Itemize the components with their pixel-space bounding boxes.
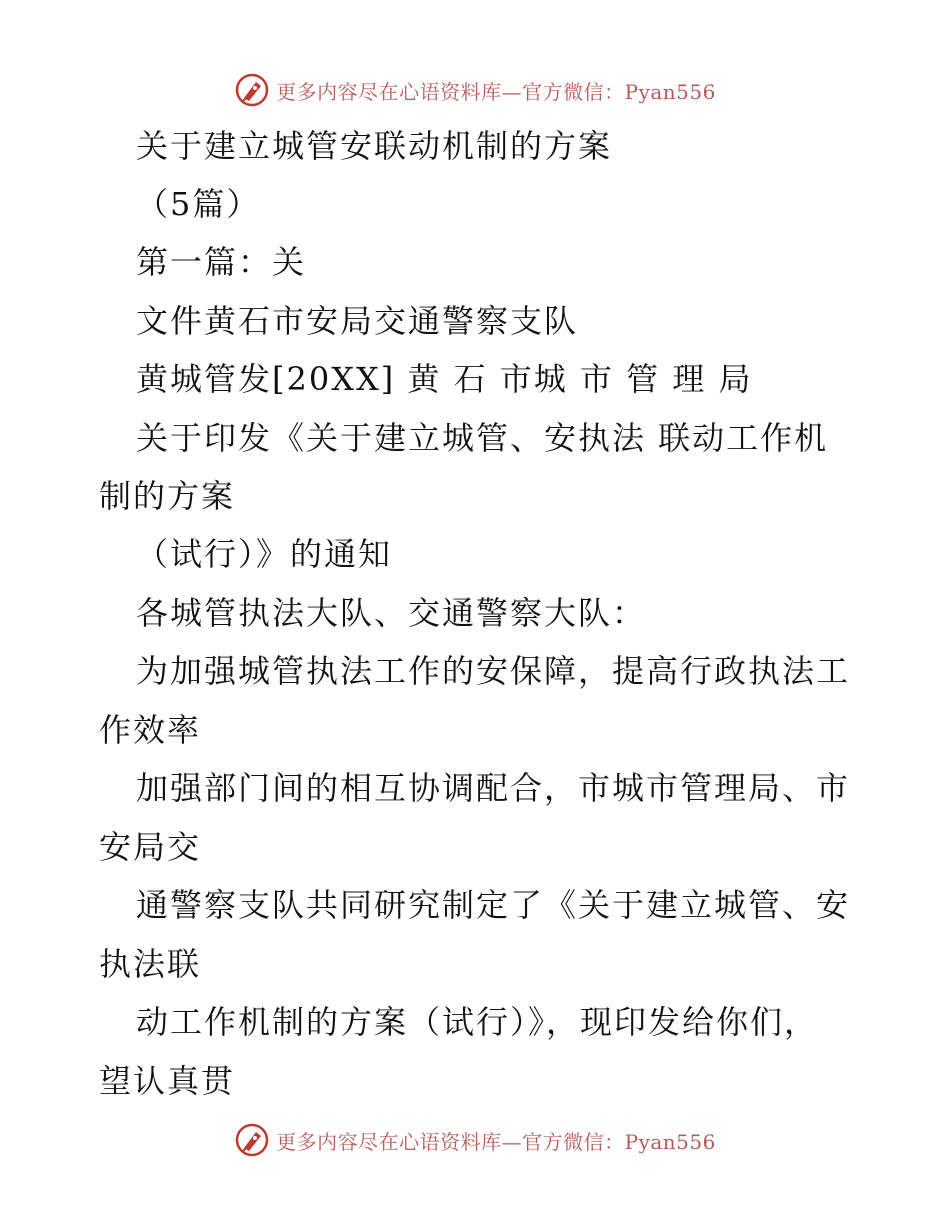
text-line: 第一篇：关	[136, 243, 307, 281]
text-line: （试行）》的通知	[136, 535, 393, 573]
watermark-text: 更多内容尽在心语资料库—官方微信：Pyan556	[276, 79, 716, 104]
watermark-header	[0, 70, 950, 110]
document-title: 关于建立城管安联动机制的方案	[136, 127, 613, 165]
watermark-footer	[0, 1120, 950, 1160]
text-line: 文件黄石市安局交通警察支队	[136, 302, 579, 340]
text-line: 安局交	[99, 828, 202, 866]
text-line: 作效率	[99, 711, 202, 749]
text-line: 为加强城管执法工作的安保障，提高行政执法工	[136, 652, 851, 690]
text-line: 加强部门间的相互协调配合，市城市管理局、市	[136, 769, 851, 807]
document-subtitle: （5篇）	[136, 185, 261, 223]
pen-nib-logo-icon	[234, 1122, 270, 1158]
text-line: 通警察支队共同研究制定了《关于建立城管、安	[136, 886, 851, 924]
text-line: 制的方案	[99, 477, 236, 515]
text-line: 动工作机制的方案（试行）》，现印发给你们，	[136, 1003, 819, 1041]
text-line: 黄城管发[20XX] 黄 石 市城 市 管 理 局	[136, 360, 753, 398]
text-line: 执法联	[99, 945, 202, 983]
text-line: 关于印发《关于建立城管、安执法 联动工作机	[136, 419, 829, 457]
pen-nib-logo-icon	[234, 72, 270, 108]
text-line: 望认真贯	[99, 1062, 236, 1100]
text-line: 各城管执法大队、交通警察大队：	[136, 594, 647, 632]
watermark-text: 更多内容尽在心语资料库—官方微信：Pyan556	[276, 1129, 716, 1154]
